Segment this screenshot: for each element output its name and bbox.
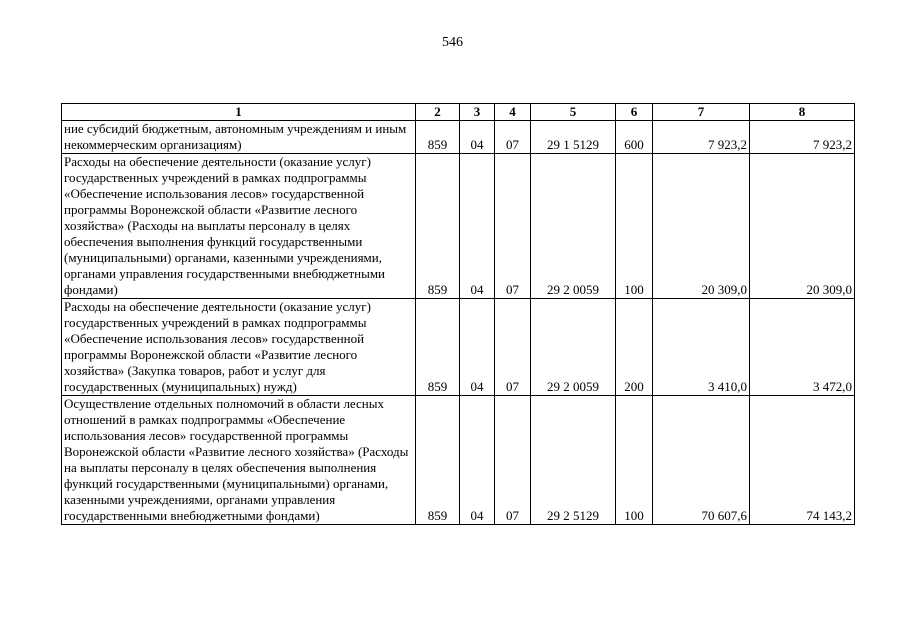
- column-header-1: 1: [62, 104, 416, 121]
- row-subsection: 07: [495, 154, 531, 299]
- row-amount-7: 7 923,2: [653, 121, 750, 154]
- budget-table: [61, 103, 855, 525]
- row-amount-7: 20 309,0: [653, 154, 750, 299]
- row-target-article: 29 2 0059: [531, 299, 616, 396]
- column-header-7: 7: [653, 104, 750, 121]
- column-header-6: 6: [616, 104, 653, 121]
- row-amount-8: 74 143,2: [750, 396, 855, 525]
- row-target-article: 29 2 0059: [531, 154, 616, 299]
- row-ministry-code: 859: [416, 396, 460, 525]
- row-amount-8: 3 472,0: [750, 299, 855, 396]
- row-subsection: 07: [495, 396, 531, 525]
- row-ministry-code: 859: [416, 299, 460, 396]
- row-amount-8: 20 309,0: [750, 154, 855, 299]
- row-amount-7: 3 410,0: [653, 299, 750, 396]
- row-description: Расходы на обеспечение деятельности (оказание услуг) государственных учреждений в рамках подпрограммы «Обеспечение использования лесов» государственной программы Воронежской области «Развитие лесного хозяйства» (Закупка товаров, работ и услуг для государственных (муниципальных) нужд): [62, 299, 416, 396]
- table-row: [62, 299, 855, 396]
- row-target-article: 29 2 5129: [531, 396, 616, 525]
- row-section: 04: [460, 154, 495, 299]
- row-expense-type: 100: [616, 154, 653, 299]
- row-ministry-code: 859: [416, 154, 460, 299]
- column-header-8: 8: [750, 104, 855, 121]
- table-row: [62, 154, 855, 299]
- table-row: [62, 121, 855, 154]
- row-subsection: 07: [495, 121, 531, 154]
- row-expense-type: 600: [616, 121, 653, 154]
- row-description: Осуществление отдельных полномочий в области лесных отношений в рамках подпрограммы «Обеспечение использования лесов» государственной программы Воронежской области «Развитие лесного хозяйства» (Расходы на выплаты персоналу в целях обеспечения выполнения функций государственными (муниципальными) органами, казенными учреждениями, органами управления государственными внебюджетными фондами): [62, 396, 416, 525]
- row-expense-type: 200: [616, 299, 653, 396]
- table-row: [62, 396, 855, 525]
- row-amount-7: 70 607,6: [653, 396, 750, 525]
- column-header-2: 2: [416, 104, 460, 121]
- row-section: 04: [460, 121, 495, 154]
- page-number: 546: [442, 35, 463, 50]
- row-subsection: 07: [495, 299, 531, 396]
- row-section: 04: [460, 299, 495, 396]
- row-amount-8: 7 923,2: [750, 121, 855, 154]
- row-description: ние субсидий бюджетным, автономным учреждениям и иным некоммерческим организациям): [62, 121, 416, 154]
- row-target-article: 29 1 5129: [531, 121, 616, 154]
- header-row: [62, 104, 855, 121]
- column-header-3: 3: [460, 104, 495, 121]
- row-section: 04: [460, 396, 495, 525]
- row-expense-type: 100: [616, 396, 653, 525]
- row-description: Расходы на обеспечение деятельности (оказание услуг) государственных учреждений в рамках подпрограммы «Обеспечение использования лесов» государственной программы Воронежской области «Развитие лесного хозяйства» (Расходы на выплаты персоналу в целях обеспечения выполнения функций государственными (муниципальными) органами, казенными учреждениями, органами управления государственными внебюджетными фондами): [62, 154, 416, 299]
- column-header-5: 5: [531, 104, 616, 121]
- row-ministry-code: 859: [416, 121, 460, 154]
- column-header-4: 4: [495, 104, 531, 121]
